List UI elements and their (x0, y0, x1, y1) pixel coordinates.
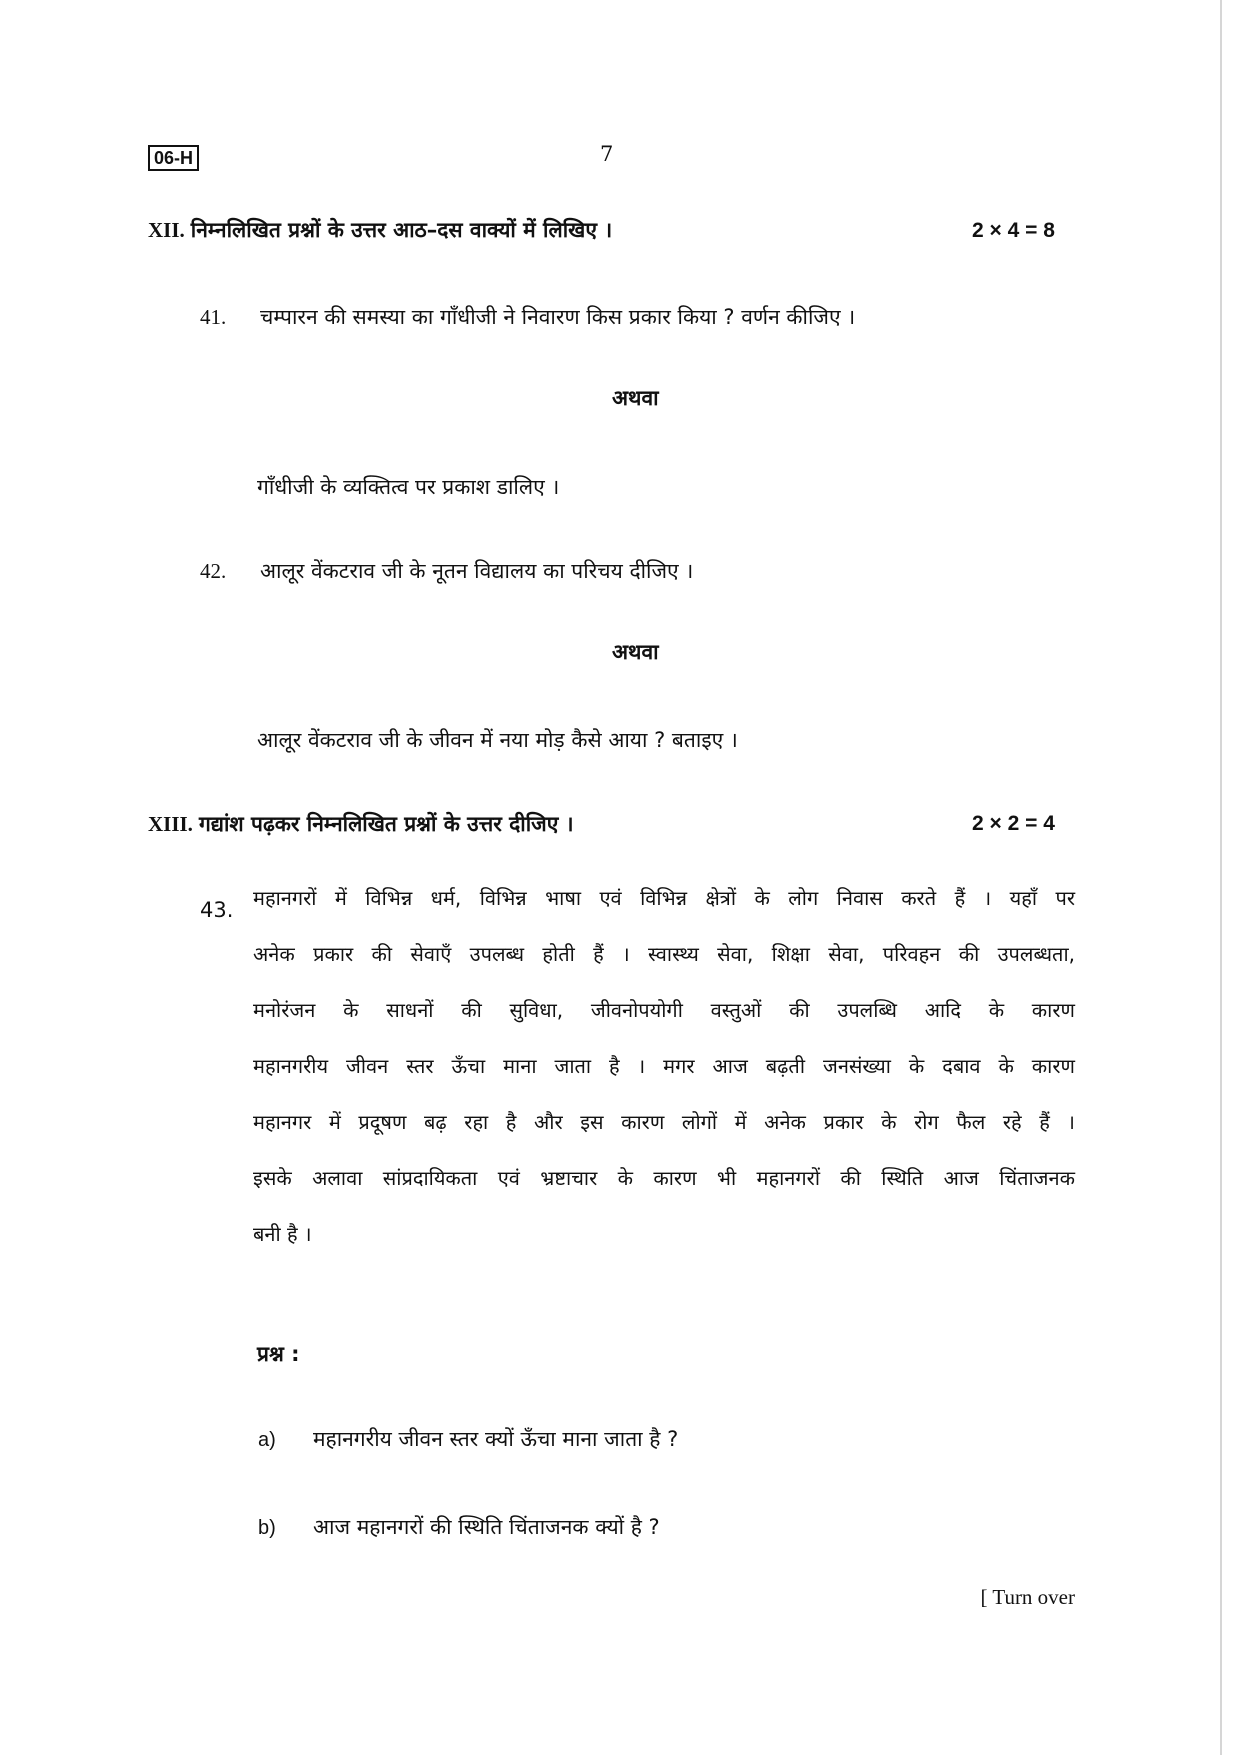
passage-line: अनेक प्रकार की सेवाएँ उपलब्ध होती हैं । स्वास्थ्य सेवा, शिक्षा सेवा, परिवहन की उपलब्धता, (253, 942, 1075, 966)
sub-question-a (258, 1425, 678, 1453)
passage-line: इसके अलावा सांप्रदायिकता एवं भ्रष्टाचार के कारण भी महानगरों की स्थिति आज चिंताजनक (253, 1166, 1075, 1190)
sub-question-letter: b) (258, 1517, 276, 1539)
question-41-alternative: गाँधीजी के व्यक्तित्व पर प्रकाश डालिए । (257, 475, 560, 499)
question-41-number: 41. (200, 305, 227, 329)
passage-line: महानगरीय जीवन स्तर ऊँचा माना जाता है । मगर आज बढ़ती जनसंख्या के दबाव के कारण (253, 1054, 1075, 1078)
passage-line: महानगरों में विभिन्न धर्म, विभिन्न भाषा एवं विभिन्न क्षेत्रों के लोग निवास करते हैं । यहाँ पर (253, 886, 1075, 910)
question-43-number: 43. (200, 898, 234, 922)
section-12-marks: 2 × 4 = 8 (972, 219, 1055, 242)
or-label-42: अथवा (612, 640, 659, 664)
question-41-text: चम्पारन की समस्या का गाँधीजी ने निवारण किस प्रकार किया ? वर्णन कीजिए । (260, 305, 856, 329)
section-13-instruction: गद्यांश पढ़कर निम्नलिखित प्रश्नों के उत्तर दीजिए । (198, 812, 574, 836)
paper-code: 06-H (148, 145, 199, 171)
page-number: 7 (600, 142, 614, 166)
section-13-marks: 2 × 2 = 4 (972, 812, 1055, 835)
turn-over-note: [ Turn over (980, 1585, 1075, 1609)
section-13-heading (148, 810, 574, 838)
section-12-instruction: निम्नलिखित प्रश्नों के उत्तर आठ–दस वाक्यों में लिखिए । (190, 218, 613, 242)
sub-question-b (258, 1513, 660, 1541)
question-42 (200, 557, 693, 585)
sub-question-text: महानगरीय जीवन स्तर क्यों ऊँचा माना जाता है ? (313, 1427, 679, 1451)
sub-question-letter: a) (258, 1429, 276, 1451)
passage-line: बनी है । (253, 1222, 312, 1246)
section-13-numeral: XIII. (148, 812, 193, 836)
question-42-text: आलूर वेंकटराव जी के नूतन विद्यालय का परिचय दीजिए । (260, 559, 694, 583)
section-12-heading (148, 216, 612, 244)
passage-line: महानगर में प्रदूषण बढ़ रहा है और इस कारण लोगों में अनेक प्रकार के रोग फैल रहे हैं । (253, 1110, 1075, 1134)
questions-label: प्रश्न : (257, 1342, 300, 1366)
page-edge-line (1220, 0, 1222, 1755)
question-42-number: 42. (200, 559, 227, 583)
passage (253, 883, 1075, 1275)
section-12-numeral: XII. (148, 218, 185, 242)
sub-question-text: आज महानगरों की स्थिति चिंताजनक क्यों है ? (313, 1515, 660, 1539)
question-41 (200, 303, 855, 331)
question-42-alternative: आलूर वेंकटराव जी के जीवन में नया मोड़ कैसे आया ? बताइए । (257, 728, 738, 752)
or-label-41: अथवा (612, 386, 659, 410)
passage-line: मनोरंजन के साधनों की सुविधा, जीवनोपयोगी वस्तुओं की उपलब्धि आदि के कारण (253, 998, 1075, 1022)
